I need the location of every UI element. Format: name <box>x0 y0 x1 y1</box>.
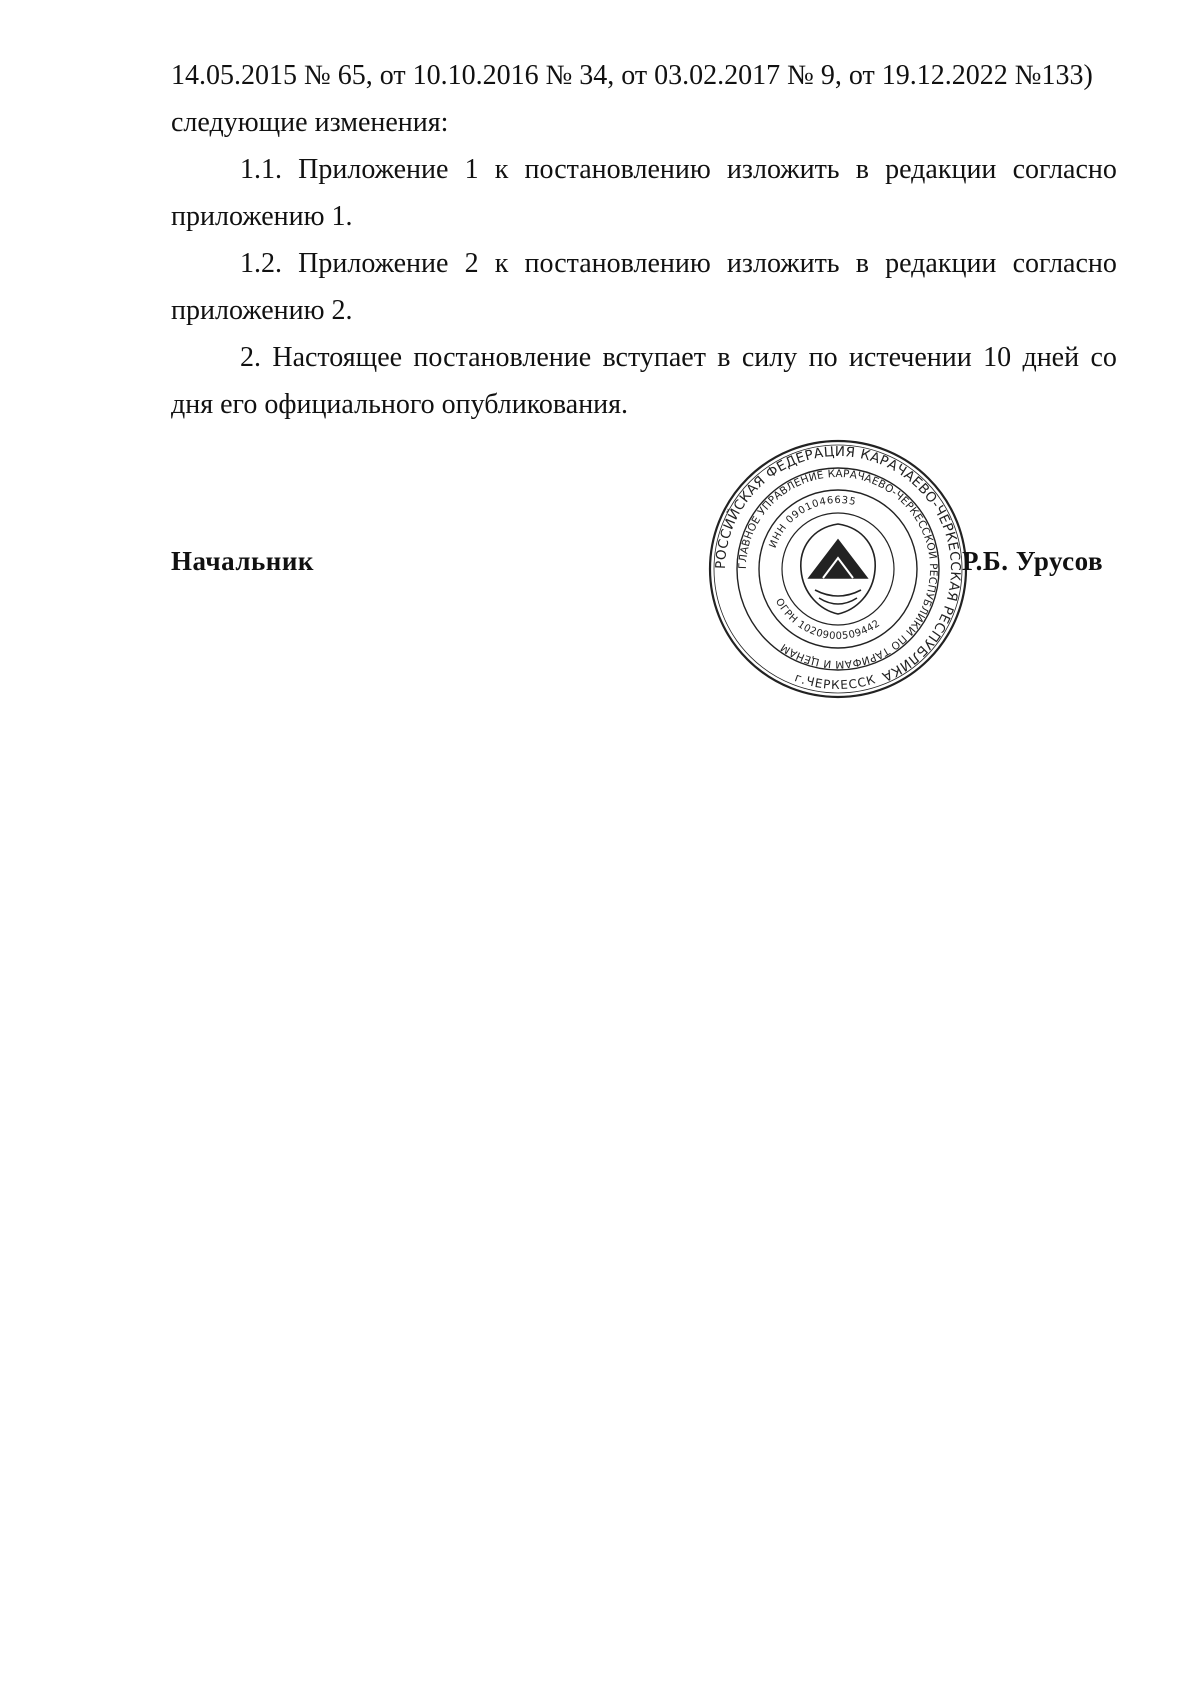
word: к <box>494 248 509 279</box>
word: вступает <box>602 342 706 373</box>
word: согласно <box>1012 248 1117 279</box>
signatory-position: Начальник <box>171 546 314 576</box>
seal-city-text: г.ЧЕРКЕССК <box>792 670 878 693</box>
item-1-1-first-line <box>171 146 1117 193</box>
word: Приложение <box>298 154 449 185</box>
word: 10 <box>983 342 1012 373</box>
seal-emblem-icon <box>801 524 875 614</box>
signatory-name: Р.Б. Урусов <box>962 546 1104 576</box>
word: редакции <box>885 154 997 185</box>
word: изложить <box>726 154 840 185</box>
paragraph-continuation: 14.05.2015 № 65, от 10.10.2016 № 34, от 03.02.2017 № 9, от 19.12.2022 №133) <box>171 60 1093 91</box>
word: 2 <box>464 248 479 279</box>
word: Настоящее <box>272 342 403 373</box>
word: в <box>855 248 869 279</box>
seal-inn-text: ИНН 0901046635 <box>767 494 858 550</box>
official-seal <box>707 438 969 700</box>
word: со <box>1090 342 1117 373</box>
word: постановлению <box>524 248 711 279</box>
word: истечении <box>848 342 972 373</box>
seal-ogrn-text: ОГРН 1020900509442 <box>772 596 883 643</box>
paragraph-continuation-end: следующие изменения: <box>171 107 449 138</box>
word: к <box>494 154 509 185</box>
item-1-1-continuation: приложению 1. <box>171 201 353 232</box>
item-1-2-first-line <box>171 240 1117 287</box>
seal-outer-text: РОССИЙСКАЯ ФЕДЕРАЦИЯ КАРАЧАЕВО-ЧЕРКЕССКАЯ РЕСПУБЛИКА <box>712 443 964 685</box>
item-number: 1.1. <box>240 154 282 185</box>
word: силу <box>741 342 798 373</box>
word: в <box>855 154 869 185</box>
word: редакции <box>885 248 997 279</box>
word: постановление <box>413 342 592 373</box>
word: по <box>808 342 838 373</box>
word: изложить <box>726 248 840 279</box>
word: согласно <box>1012 154 1117 185</box>
item-number: 1.2. <box>240 248 282 279</box>
item-2-continuation: дня его официального опубликования. <box>171 389 629 420</box>
item-number: 2. <box>240 342 261 373</box>
item-1-2-continuation: приложению 2. <box>171 295 353 326</box>
word: в <box>717 342 731 373</box>
word: Приложение <box>298 248 449 279</box>
word: 1 <box>464 154 479 185</box>
seal-middle-text: ГЛАВНОЕ УПРАВЛЕНИЕ КАРАЧАЕВО-ЧЕРКЕССКОЙ РЕСПУБЛИКИ ПО ТАРИФАМ И ЦЕНАМ <box>736 467 940 671</box>
word: дней <box>1022 342 1080 373</box>
word: постановлению <box>524 154 711 185</box>
item-2-first-line <box>171 334 1117 381</box>
document-body <box>171 52 1117 428</box>
